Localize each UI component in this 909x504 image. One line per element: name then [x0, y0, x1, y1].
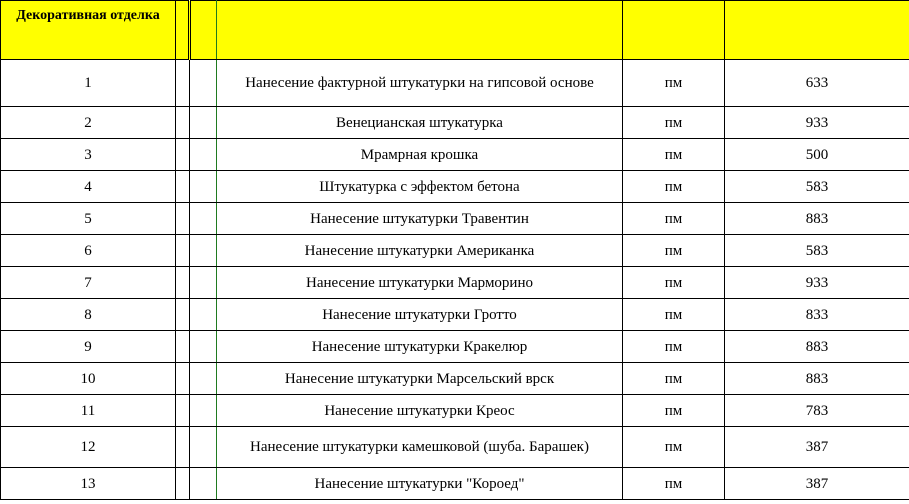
price: 387: [725, 468, 909, 500]
spacer-cell: [176, 139, 190, 171]
table-row: [1, 60, 909, 107]
spacer-cell: [190, 139, 217, 171]
service-name: Мрамрная крошка: [217, 139, 623, 171]
section-title: Декоративная отделка: [1, 1, 176, 60]
spacer-cell: [190, 427, 217, 468]
price: 883: [725, 203, 909, 235]
price: 500: [725, 139, 909, 171]
service-name: Нанесение штукатурки "Короед": [217, 468, 623, 500]
spacer-cell: [176, 363, 190, 395]
table-row: [1, 468, 909, 500]
table-row: [1, 427, 909, 468]
spacer-cell: [190, 107, 217, 139]
unit: пм: [623, 60, 725, 107]
price: 933: [725, 107, 909, 139]
unit: пм: [623, 331, 725, 363]
header-empty-cell: [217, 1, 623, 60]
table-row: [1, 299, 909, 331]
unit: пм: [623, 468, 725, 500]
service-name: Нанесение штукатурки Кракелюр: [217, 331, 623, 363]
unit: пм: [623, 139, 725, 171]
unit: пм: [623, 299, 725, 331]
spacer-cell: [176, 203, 190, 235]
unit: пм: [623, 203, 725, 235]
unit: пм: [623, 235, 725, 267]
header-empty-cell: [623, 1, 725, 60]
spacer-cell: [190, 60, 217, 107]
row-number: 9: [1, 331, 176, 363]
service-name: Нанесение штукатурки Марсельский врск: [217, 363, 623, 395]
row-number: 8: [1, 299, 176, 331]
price: 583: [725, 235, 909, 267]
unit: пм: [623, 363, 725, 395]
service-name: Нанесение штукатурки Травентин: [217, 203, 623, 235]
spacer-cell: [190, 468, 217, 500]
price: 883: [725, 331, 909, 363]
row-number: 4: [1, 171, 176, 203]
spacer-cell: [176, 427, 190, 468]
table-row: [1, 107, 909, 139]
header-empty-cell: [725, 1, 909, 60]
spacer-cell: [190, 395, 217, 427]
spacer-cell: [176, 171, 190, 203]
table-row: [1, 203, 909, 235]
spacer-cell: [176, 468, 190, 500]
spacer-cell: [176, 331, 190, 363]
spacer-cell: [176, 267, 190, 299]
row-number: 12: [1, 427, 176, 468]
row-number: 11: [1, 395, 176, 427]
price: 933: [725, 267, 909, 299]
unit: пм: [623, 107, 725, 139]
spacer-cell: [190, 203, 217, 235]
table-row: [1, 363, 909, 395]
row-number: 13: [1, 468, 176, 500]
header-spacer-cell: [190, 1, 217, 60]
row-number: 5: [1, 203, 176, 235]
row-number: 3: [1, 139, 176, 171]
unit: пм: [623, 395, 725, 427]
header-spacer-cell: [176, 1, 190, 60]
table-row: [1, 267, 909, 299]
service-name: Нанесение фактурной штукатурки на гипсовой основе: [217, 60, 623, 107]
table-header-row: [1, 1, 909, 60]
unit: пм: [623, 427, 725, 468]
table-row: [1, 235, 909, 267]
price: 387: [725, 427, 909, 468]
service-name: Нанесение штукатурки Американка: [217, 235, 623, 267]
table-row: [1, 331, 909, 363]
spacer-cell: [176, 107, 190, 139]
price: 833: [725, 299, 909, 331]
service-name: Нанесение штукатурки Креос: [217, 395, 623, 427]
spacer-cell: [190, 331, 217, 363]
unit: пм: [623, 171, 725, 203]
row-number: 2: [1, 107, 176, 139]
spacer-cell: [190, 235, 217, 267]
service-name: Венецианская штукатурка: [217, 107, 623, 139]
service-name: Нанесение штукатурки Гротто: [217, 299, 623, 331]
table-row: [1, 395, 909, 427]
row-number: 10: [1, 363, 176, 395]
spacer-cell: [176, 395, 190, 427]
spacer-cell: [190, 171, 217, 203]
price: 783: [725, 395, 909, 427]
spacer-cell: [190, 267, 217, 299]
row-number: 1: [1, 60, 176, 107]
service-name: Штукатурка с эффектом бетона: [217, 171, 623, 203]
spacer-cell: [176, 235, 190, 267]
price: 583: [725, 171, 909, 203]
price: 633: [725, 60, 909, 107]
table-row: [1, 139, 909, 171]
spacer-cell: [176, 299, 190, 331]
price: 883: [725, 363, 909, 395]
row-number: 7: [1, 267, 176, 299]
service-name: Нанесение штукатурки Марморино: [217, 267, 623, 299]
row-number: 6: [1, 235, 176, 267]
spacer-cell: [176, 60, 190, 107]
unit: пм: [623, 267, 725, 299]
service-name: Нанесение штукатурки камешковой (шуба. Барашек): [217, 427, 623, 468]
spacer-cell: [190, 363, 217, 395]
table-row: [1, 171, 909, 203]
spacer-cell: [190, 299, 217, 331]
